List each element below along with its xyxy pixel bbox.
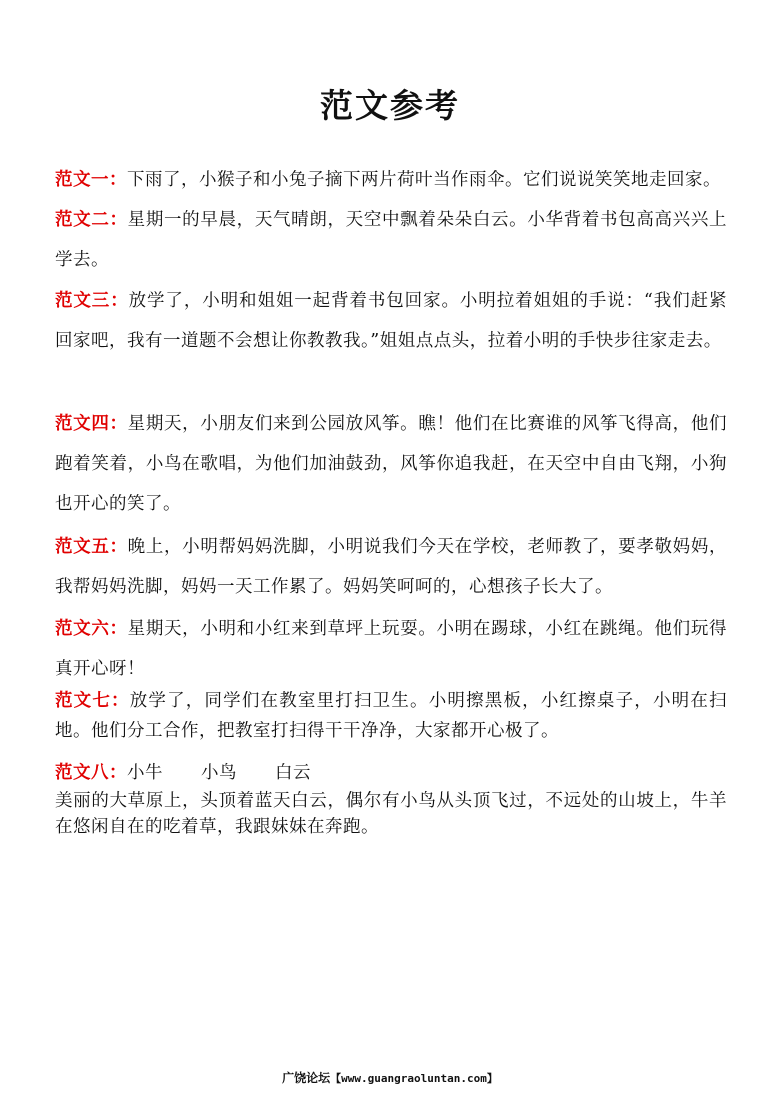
essay-label: 范文六： — [55, 619, 128, 639]
essay-label: 范文一： — [55, 170, 127, 190]
essay-6 — [55, 609, 727, 689]
keyword: 白云 — [275, 763, 311, 783]
essay-7 — [55, 686, 727, 746]
essay-label: 范文二： — [55, 210, 128, 230]
keyword: 小鸟 — [201, 763, 237, 783]
essay-text: 放学了，同学们在教室里打扫卫生。小明擦黑板，小红擦桌子，小明在扫地。他们分工合作，把教室打扫得干干净净，大家都开心极了。 — [55, 691, 728, 741]
essay-text: 星期天，小明和小红来到草坪上玩耍。小明在踢球，小红在跳绳。他们玩得真开心呀！ — [55, 619, 728, 679]
essay-label: 范文三： — [55, 291, 129, 311]
essay-label: 范文四： — [55, 414, 128, 434]
essay-4 — [55, 404, 727, 524]
essay-label: 范文八： — [55, 763, 127, 783]
essay-2 — [55, 200, 727, 280]
essay-label: 范文七： — [55, 691, 130, 711]
essay-text: 下雨了，小猴子和小兔子摘下两片荷叶当作雨伞。它们说说笑笑地走回家。 — [127, 170, 721, 190]
essay-label: 范文五： — [55, 537, 128, 557]
essay-5 — [55, 527, 727, 607]
page-title: 范文参考 — [320, 86, 460, 125]
essay-3 — [55, 281, 727, 361]
footer-site-name: 广饶论坛 — [282, 1071, 331, 1085]
essay-8-word-line — [55, 758, 727, 788]
essay-text: 放学了，小明和姐姐一起背着书包回家。小明拉着姐姐的手说：“我们赶紧回家吧，我有一道题不会想让你教教我。”姐姐点点头，拉着小明的手快步往家走去。 — [55, 291, 727, 351]
essay-text: 晚上，小明帮妈妈洗脚，小明说我们今天在学校，老师教了，要孝敬妈妈，我帮妈妈洗脚，妈妈一天工作累了。妈妈笑呵呵的，心想孩子长大了。 — [55, 537, 728, 597]
footer-url[interactable]: 【www.guangraoluntan.com】 — [330, 1072, 498, 1085]
essay-text: 美丽的大草原上，头顶着蓝天白云，偶尔有小鸟从头顶飞过，不远处的山坡上，牛羊在悠闲自在的吃着草，我跟妹妹在奔跑。 — [55, 791, 727, 837]
essay-text: 星期一的早晨，天气晴朗，天空中飘着朵朵白云。小华背着书包高高兴兴上学去。 — [55, 210, 728, 270]
footer — [0, 1069, 780, 1086]
essay-text: 星期天，小朋友们来到公园放风筝。瞧！他们在比赛谁的风筝飞得高，他们跑着笑着，小鸟在歌唱，为他们加油鼓劲，风筝你追我赶，在天空中自由飞翔，小狗也开心的笑了。 — [55, 414, 728, 514]
essay-1 — [55, 160, 727, 200]
essay-8 — [55, 758, 727, 840]
keyword: 小牛 — [127, 763, 163, 783]
